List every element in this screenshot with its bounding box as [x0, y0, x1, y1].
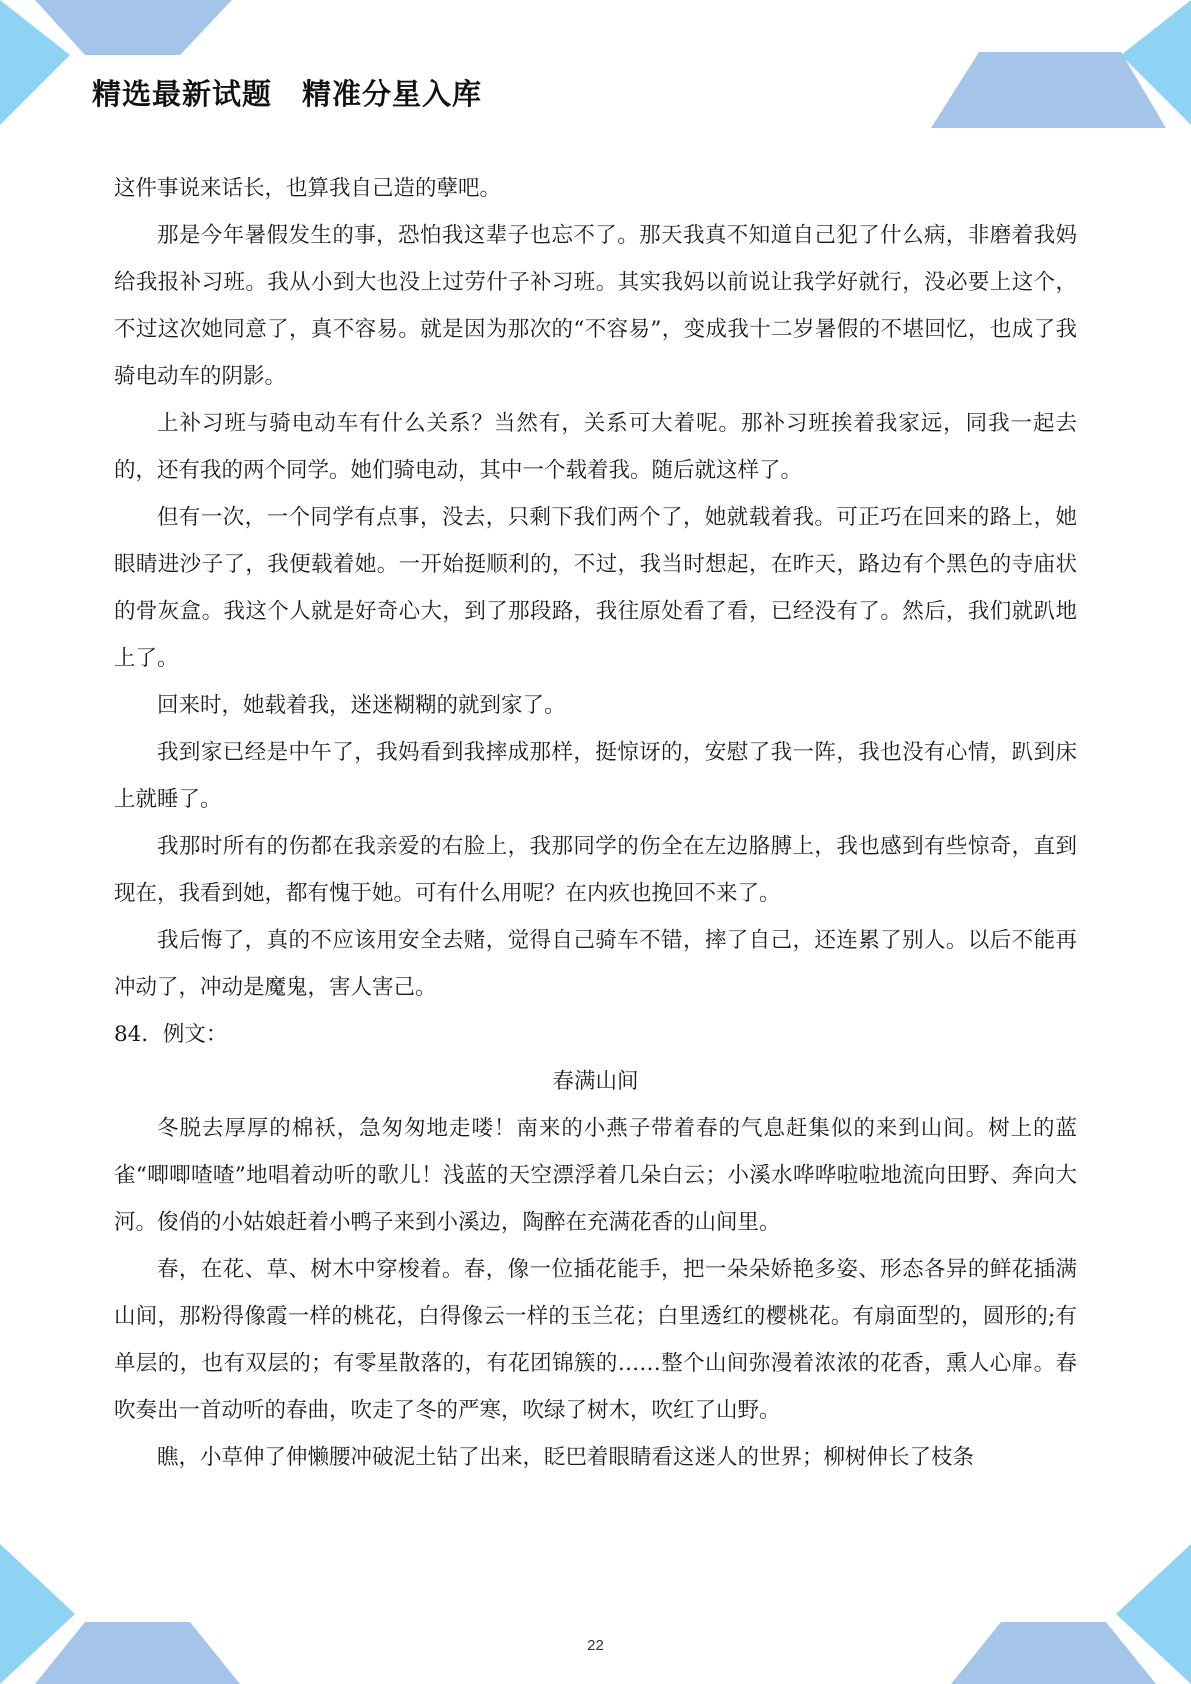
paragraph: 上补习班与骑电动车有什么关系？当然有，关系可大着呢。那补习班挨着我家远，同我一起去的，还有我的两个同学。她们骑电动，其中一个载着我。随后就这样了。	[114, 411, 1077, 483]
paragraph: 瞧，小草伸了伸懒腰冲破泥土钻了出来，眨巴着眼睛看这迷人的世界；柳树伸长了枝条	[157, 1445, 975, 1470]
paragraph: 那是今年暑假发生的事，恐怕我这辈子也忘不了。那天我真不知道自己犯了什么病，非磨着我妈给我报补习班。我从小到大也没上过劳什子补习班。其实我妈以前说让我学好就行，没必要上这个，不过这次她同意了，真不容易。就是因为那次的“不容易”，变成我十二岁暑假的不堪回忆，也成了我骑电动车的阴影。	[114, 223, 1077, 389]
paragraph: 但有一次，一个同学有点事，没去，只剩下我们两个了，她就载着我。可正巧在回来的路上，她眼睛进沙子了，我便载着她。一开始挺顺利的，不过，我当时想起，在昨天，路边有个黑色的寺庙状的骨灰盒。我这个人就是好奇心大，到了那段路，我往原处看了看，已经没有了。然后，我们就趴地上了。	[114, 505, 1077, 671]
paragraph: 我到家已经是中午了，我妈看到我摔成那样，挺惊讶的，安慰了我一阵，我也没有心情，趴到床上就睡了。	[114, 740, 1077, 812]
page-number: 22	[587, 1637, 604, 1654]
header-title: 精选最新试题 精准分星入库	[92, 77, 483, 111]
paragraph: 我后悔了，真的不应该用安全去赌，觉得自己骑车不错，摔了自己，还连累了别人。以后不能再冲动了，冲动是魔鬼，害人害己。	[114, 928, 1077, 1000]
bottom-right-decoration	[951, 1544, 1191, 1684]
paragraph: 回来时，她载着我，迷迷糊糊的就到家了。	[157, 693, 566, 718]
top-left-blue-trapezoid	[35, 0, 232, 55]
paragraph: 这件事说来话长，也算我自己造的孽吧。	[114, 176, 502, 201]
top-right-decoration	[931, 0, 1191, 130]
document-body	[114, 165, 1077, 1481]
paragraph: 冬脱去厚厚的棉袄，急匆匆地走喽！南来的小燕子带着春的气息赶集似的来到山间。树上的蓝雀“唧唧喳喳”地唱着动听的歌儿！浅蓝的天空漂浮着几朵白云；小溪水哗哗啦啦地流向田野、奔向大河。俊俏的小姑娘赶着小鸭子来到小溪边，陶醉在充满花香的山间里。	[114, 1116, 1077, 1235]
question-number-label: 84．例文：	[114, 1022, 228, 1047]
essay-title: 春满山间	[552, 1069, 639, 1094]
bottom-left-decoration	[0, 1544, 240, 1684]
paragraph: 我那时所有的伤都在我亲爱的右脸上，我那同学的伤全在左边胳膊上，我也感到有些惊奇，直到现在，我看到她，都有愧于她。可有什么用呢？在内疚也挽回不来了。	[114, 834, 1077, 906]
paragraph: 春，在花、草、树木中穿梭着。春，像一位插花能手，把一朵朵娇艳多姿、形态各异的鲜花插满山间，那粉得像霞一样的桃花，白得像云一样的玉兰花；白里透红的樱桃花。有扇面型的，圆形的;有单层的，也有双层的；有零星散落的，有花团锦簇的……整个山间弥漫着浓浓的花香，熏人心扉。春吹奏出一首动听的春曲，吹走了冬的严寒，吹绿了树木，吹红了山野。	[114, 1257, 1077, 1423]
